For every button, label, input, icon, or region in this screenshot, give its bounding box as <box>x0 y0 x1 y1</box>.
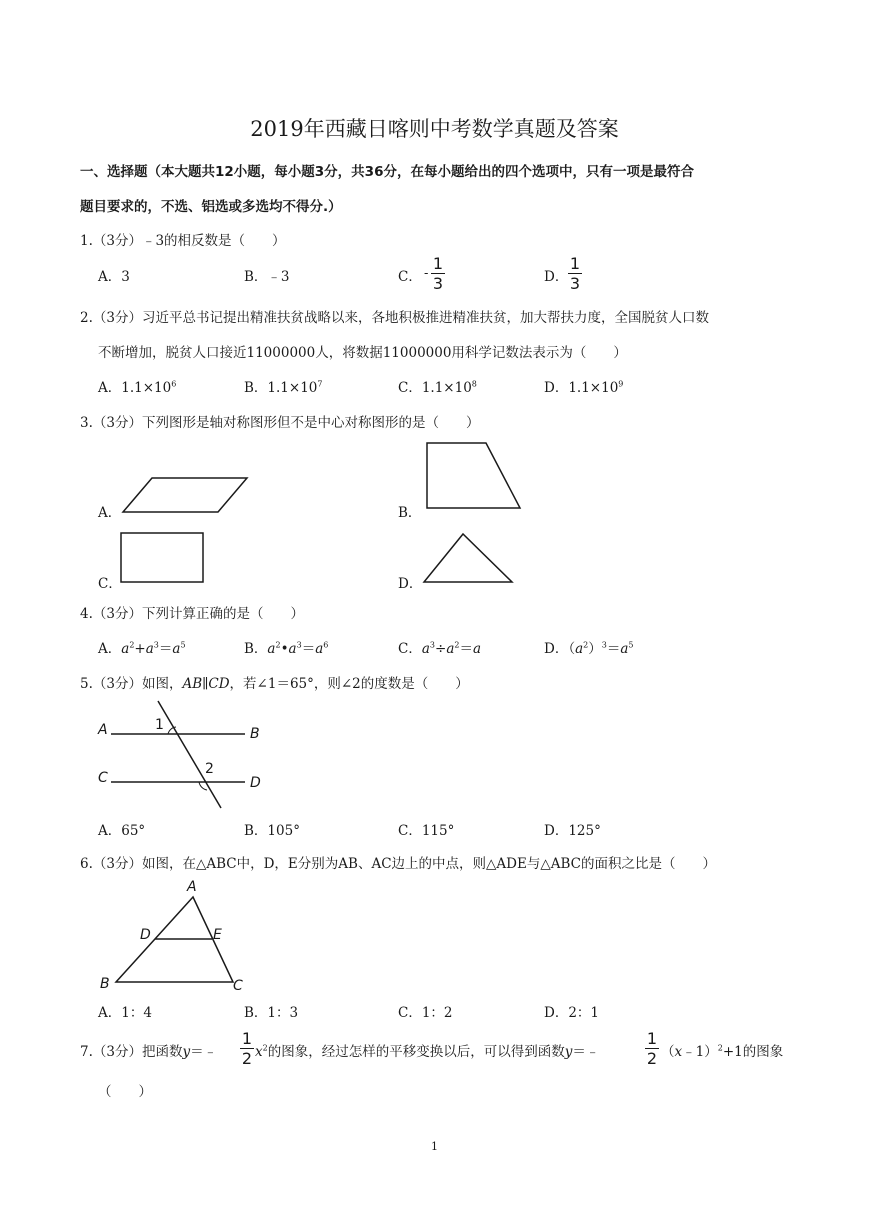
q1-option-c-prefix: C． <box>398 269 422 285</box>
q5-point-c-label: C <box>98 770 108 786</box>
q6-option-b: B．1：3 <box>244 1005 299 1021</box>
question-4-stem: 4.（3分）下列计算正确的是（ ） <box>80 606 304 622</box>
q3-option-a: A． <box>98 505 122 521</box>
q7-fraction-1 <box>240 1030 254 1067</box>
q5-option-d: D．125° <box>544 823 601 839</box>
q2-option-a: A．$1.1\times 10^6$ <box>98 379 177 396</box>
q3-option-c: C． <box>98 576 122 592</box>
question-7-part2: $x^2$的图象，经过怎样的平移变换以后，可以得到函数y＝﹣ <box>255 1043 600 1060</box>
q5-option-a: A．65° <box>98 823 146 839</box>
section-header-line1: 一、选择题（本大题共12小题，每小题3分，共36分，在每小题给出的四个选项中，只有一项是最符合 <box>80 164 694 180</box>
fraction-numerator: 1 <box>569 254 581 273</box>
q6-point-e-label: E <box>213 927 222 943</box>
q2-option-d: D．$1.1\times 10^9$ <box>544 379 624 396</box>
q6-option-d: D．2：1 <box>544 1005 600 1021</box>
fraction-numerator: 1 <box>646 1029 658 1048</box>
q3-option-b: B． <box>398 505 422 521</box>
q6-point-a-label: A <box>187 879 197 895</box>
fraction-denominator: 3 <box>569 274 581 293</box>
q4-option-c: C．$a^3\div a^2=a$ <box>398 640 482 657</box>
q6-option-c: C．1：2 <box>398 1005 453 1021</box>
question-7-part1: 7.（3分）把函数y＝﹣ <box>80 1044 218 1060</box>
q5-angle-1-label: 1 <box>155 717 164 733</box>
q5-point-b-label: B <box>250 726 260 742</box>
q6-option-a: A．1：4 <box>98 1005 152 1021</box>
q7-fraction-2 <box>645 1030 659 1067</box>
page-number: 1 <box>431 1140 438 1153</box>
q2-option-b: B．$1.1\times 10^7$ <box>244 379 323 396</box>
question-1-stem: 1.（3分）﹣3的相反数是（ ） <box>80 233 286 249</box>
page-title: 2019年西藏日喀则中考数学真题及答案 <box>250 117 619 141</box>
q1-option-a: A．3 <box>98 269 130 285</box>
q6-point-d-label: D <box>140 927 151 943</box>
q4-option-a: A．$a^2+a^3=a^5$ <box>98 640 186 657</box>
question-5-stem: 5.（3分）如图，AB∥CD，若∠1＝65°，则∠2的度数是（ ） <box>80 676 469 692</box>
q5-point-d-label: D <box>250 775 261 791</box>
q5-point-a-label: A <box>98 722 108 738</box>
question-3-stem: 3.（3分）下列图形是轴对称图形但不是中心对称图形的是（ ） <box>80 415 480 431</box>
q3-option-d: D． <box>398 576 423 592</box>
fraction-numerator: 1 <box>241 1029 253 1048</box>
q5-option-b: B．105° <box>244 823 300 839</box>
q5-option-c: C．115° <box>398 823 455 839</box>
q2-option-c: C．$1.1\times 10^8$ <box>398 379 477 396</box>
q1-option-c-sign: - <box>424 266 429 281</box>
fraction-denominator: 3 <box>432 274 444 293</box>
fraction-denominator: 2 <box>646 1049 658 1068</box>
q4-option-d: D．$(a^2)^3=a^5$ <box>544 640 634 657</box>
question-7-part3: （x﹣1）$^2$+1的图象 <box>661 1043 784 1060</box>
question-2-line2: 不断增加，脱贫人口接近11000000人，将数据11000000用科学记数法表示为（ ） <box>98 345 627 361</box>
q1-option-b: B．﹣3 <box>244 269 290 285</box>
section-header-line2: 题目要求的，不选、铝选或多选均不得分.） <box>80 199 342 215</box>
q1-option-d-prefix: D． <box>544 269 569 285</box>
question-2-line1: 2.（3分）习近平总书记提出精准扶贫战略以来，各地积极推进精准扶贫，加大帮扶力度，全国脱贫人口数 <box>80 310 709 326</box>
q4-option-b: B．$a^2•a^3=a^6$ <box>244 640 329 657</box>
question-7-line2: （ ） <box>98 1084 152 1100</box>
q6-point-b-label: B <box>100 976 110 992</box>
q6-point-c-label: C <box>233 978 243 994</box>
fraction-numerator: 1 <box>432 254 444 273</box>
fraction-denominator: 2 <box>241 1049 253 1068</box>
question-6-stem: 6.（3分）如图，在△ABC中，D，E分别为AB、AC边上的中点，则△ADE与△ABC的面积之比是（ ） <box>80 856 716 872</box>
q5-angle-2-label: 2 <box>205 761 214 777</box>
